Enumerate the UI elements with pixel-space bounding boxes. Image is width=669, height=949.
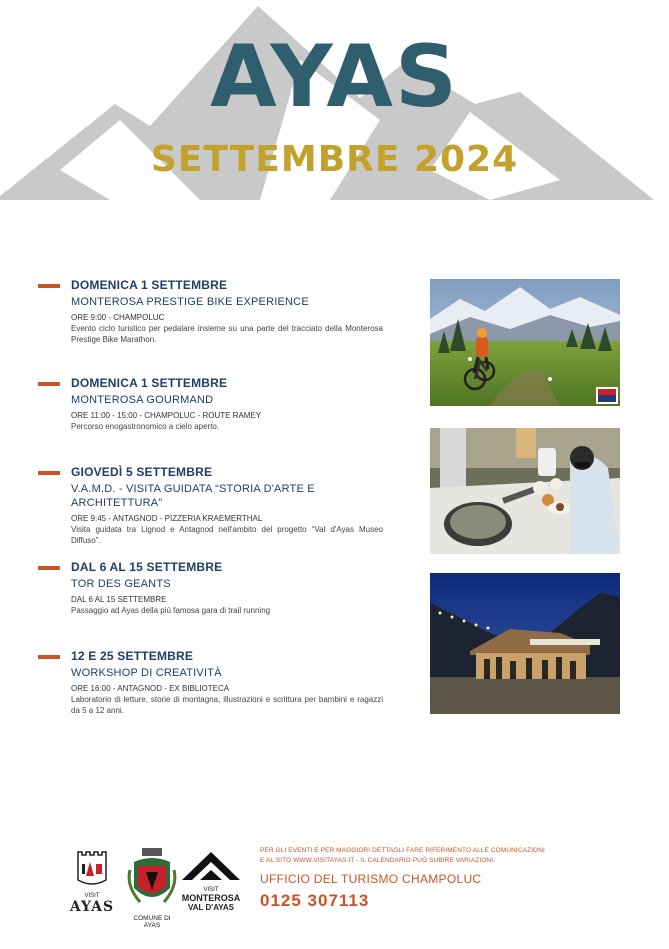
event-description: Passaggio ad Ayas della più famosa gara di trail running: [71, 606, 271, 615]
footer: [0, 840, 669, 940]
event-time: DAL 6 AL 15 SETTEMBRE: [71, 595, 167, 604]
event-item: [38, 560, 383, 616]
event-name: TOR DES GEANTS: [71, 578, 171, 590]
castle-icon: [68, 848, 116, 888]
event-marker: [38, 566, 60, 570]
footer-info: [260, 846, 550, 911]
event-description: Percorso enogastronomico a cielo aperto.: [71, 422, 220, 431]
footer-note-line1: PER GLI EVENTI E PER MAGGIORI DETTAGLI FARE RIFERIMENTO ALLE COMUNICAZIONI: [260, 847, 545, 854]
event-name: MONTEROSA PRESTIGE BIKE EXPERIENCE: [71, 296, 309, 308]
visit-monterosa-logo: [180, 850, 242, 912]
event-marker: [38, 471, 60, 475]
gourmand-food-photo: [430, 428, 620, 554]
event-name: WORKSHOP DI CREATIVITÀ: [71, 667, 222, 679]
coat-of-arms-icon: [126, 846, 178, 910]
event-date: 12 E 25 SETTEMBRE: [71, 649, 194, 663]
event-date: GIOVEDÌ 5 SETTEMBRE: [71, 465, 213, 479]
evening-gathering-photo: [430, 573, 620, 714]
event-date: DOMENICA 1 SETTEMBRE: [71, 376, 228, 390]
event-marker: [38, 382, 60, 386]
event-time: ORE 9:45 - ANTAGNOD - PIZZERIA KRAEMERTHAL: [71, 514, 263, 523]
mountain-bike-photo: [430, 279, 620, 406]
event-time: ORE 16:00 - ANTAGNOD - EX BIBLIOTECA: [71, 684, 230, 693]
event-description: Visita guidata tra Lignod e Antagnod nell'ambito del progetto “Val d'Ayas Museo Diffuso”.: [71, 525, 383, 545]
event-description: Evento ciclo turistico per pedalare insieme su una parte del tracciato della Monterosa Prestige Bike Marathon.: [71, 324, 383, 344]
page-title: AYAS: [210, 27, 459, 127]
monterosa-mountain-icon: [180, 850, 242, 882]
comune-di-ayas-logo: [126, 846, 178, 929]
event-marker: [38, 655, 60, 659]
page-subtitle: SETTEMBRE 2024: [150, 139, 519, 180]
logo-caption: VISIT: [203, 887, 219, 893]
logo-name: AYAS: [69, 899, 115, 915]
event-name: MONTEROSA GOURMAND: [71, 394, 214, 406]
event-item: [38, 376, 383, 432]
event-date: DOMENICA 1 SETTEMBRE: [71, 278, 228, 292]
footer-note-line2: E AL SITO WWW.VISITAYAS.IT - IL CALENDARIO PUÒ SUBIRE VARIAZIONI.: [260, 857, 496, 864]
phone-number: 0125 307113: [260, 891, 370, 910]
visit-ayas-logo: [68, 848, 116, 915]
logo-caption: VISIT: [84, 893, 100, 899]
event-item: [38, 649, 383, 716]
event-date: DAL 6 AL 15 SETTEMBRE: [71, 560, 223, 574]
event-item: [38, 278, 383, 345]
logo-name-line2: VAL D'AYAS: [188, 903, 234, 912]
event-name: V.A.M.D. - VISITA GUIDATA “STORIA D'ARTE E ARCHITETTURA”: [71, 483, 315, 509]
event-marker: [38, 284, 60, 288]
event-description: Laboratorio di letture, storie di montagna, illustrazioni e scrittura per bambini e ragazzi da 5 a 12 anni.: [71, 695, 383, 715]
tourist-office-name: UFFICIO DEL TURISMO CHAMPOLUC: [260, 872, 482, 886]
logo-caption: COMUNE DI AYAS: [133, 915, 171, 929]
event-time: ORE 11:00 - 15:00 - CHAMPOLUC - ROUTE RAMEY: [71, 411, 262, 420]
event-time: ORE 9:00 - CHAMPOLUC: [71, 313, 165, 322]
logo-name: MONTEROSA: [181, 893, 241, 903]
event-item: [38, 465, 383, 546]
